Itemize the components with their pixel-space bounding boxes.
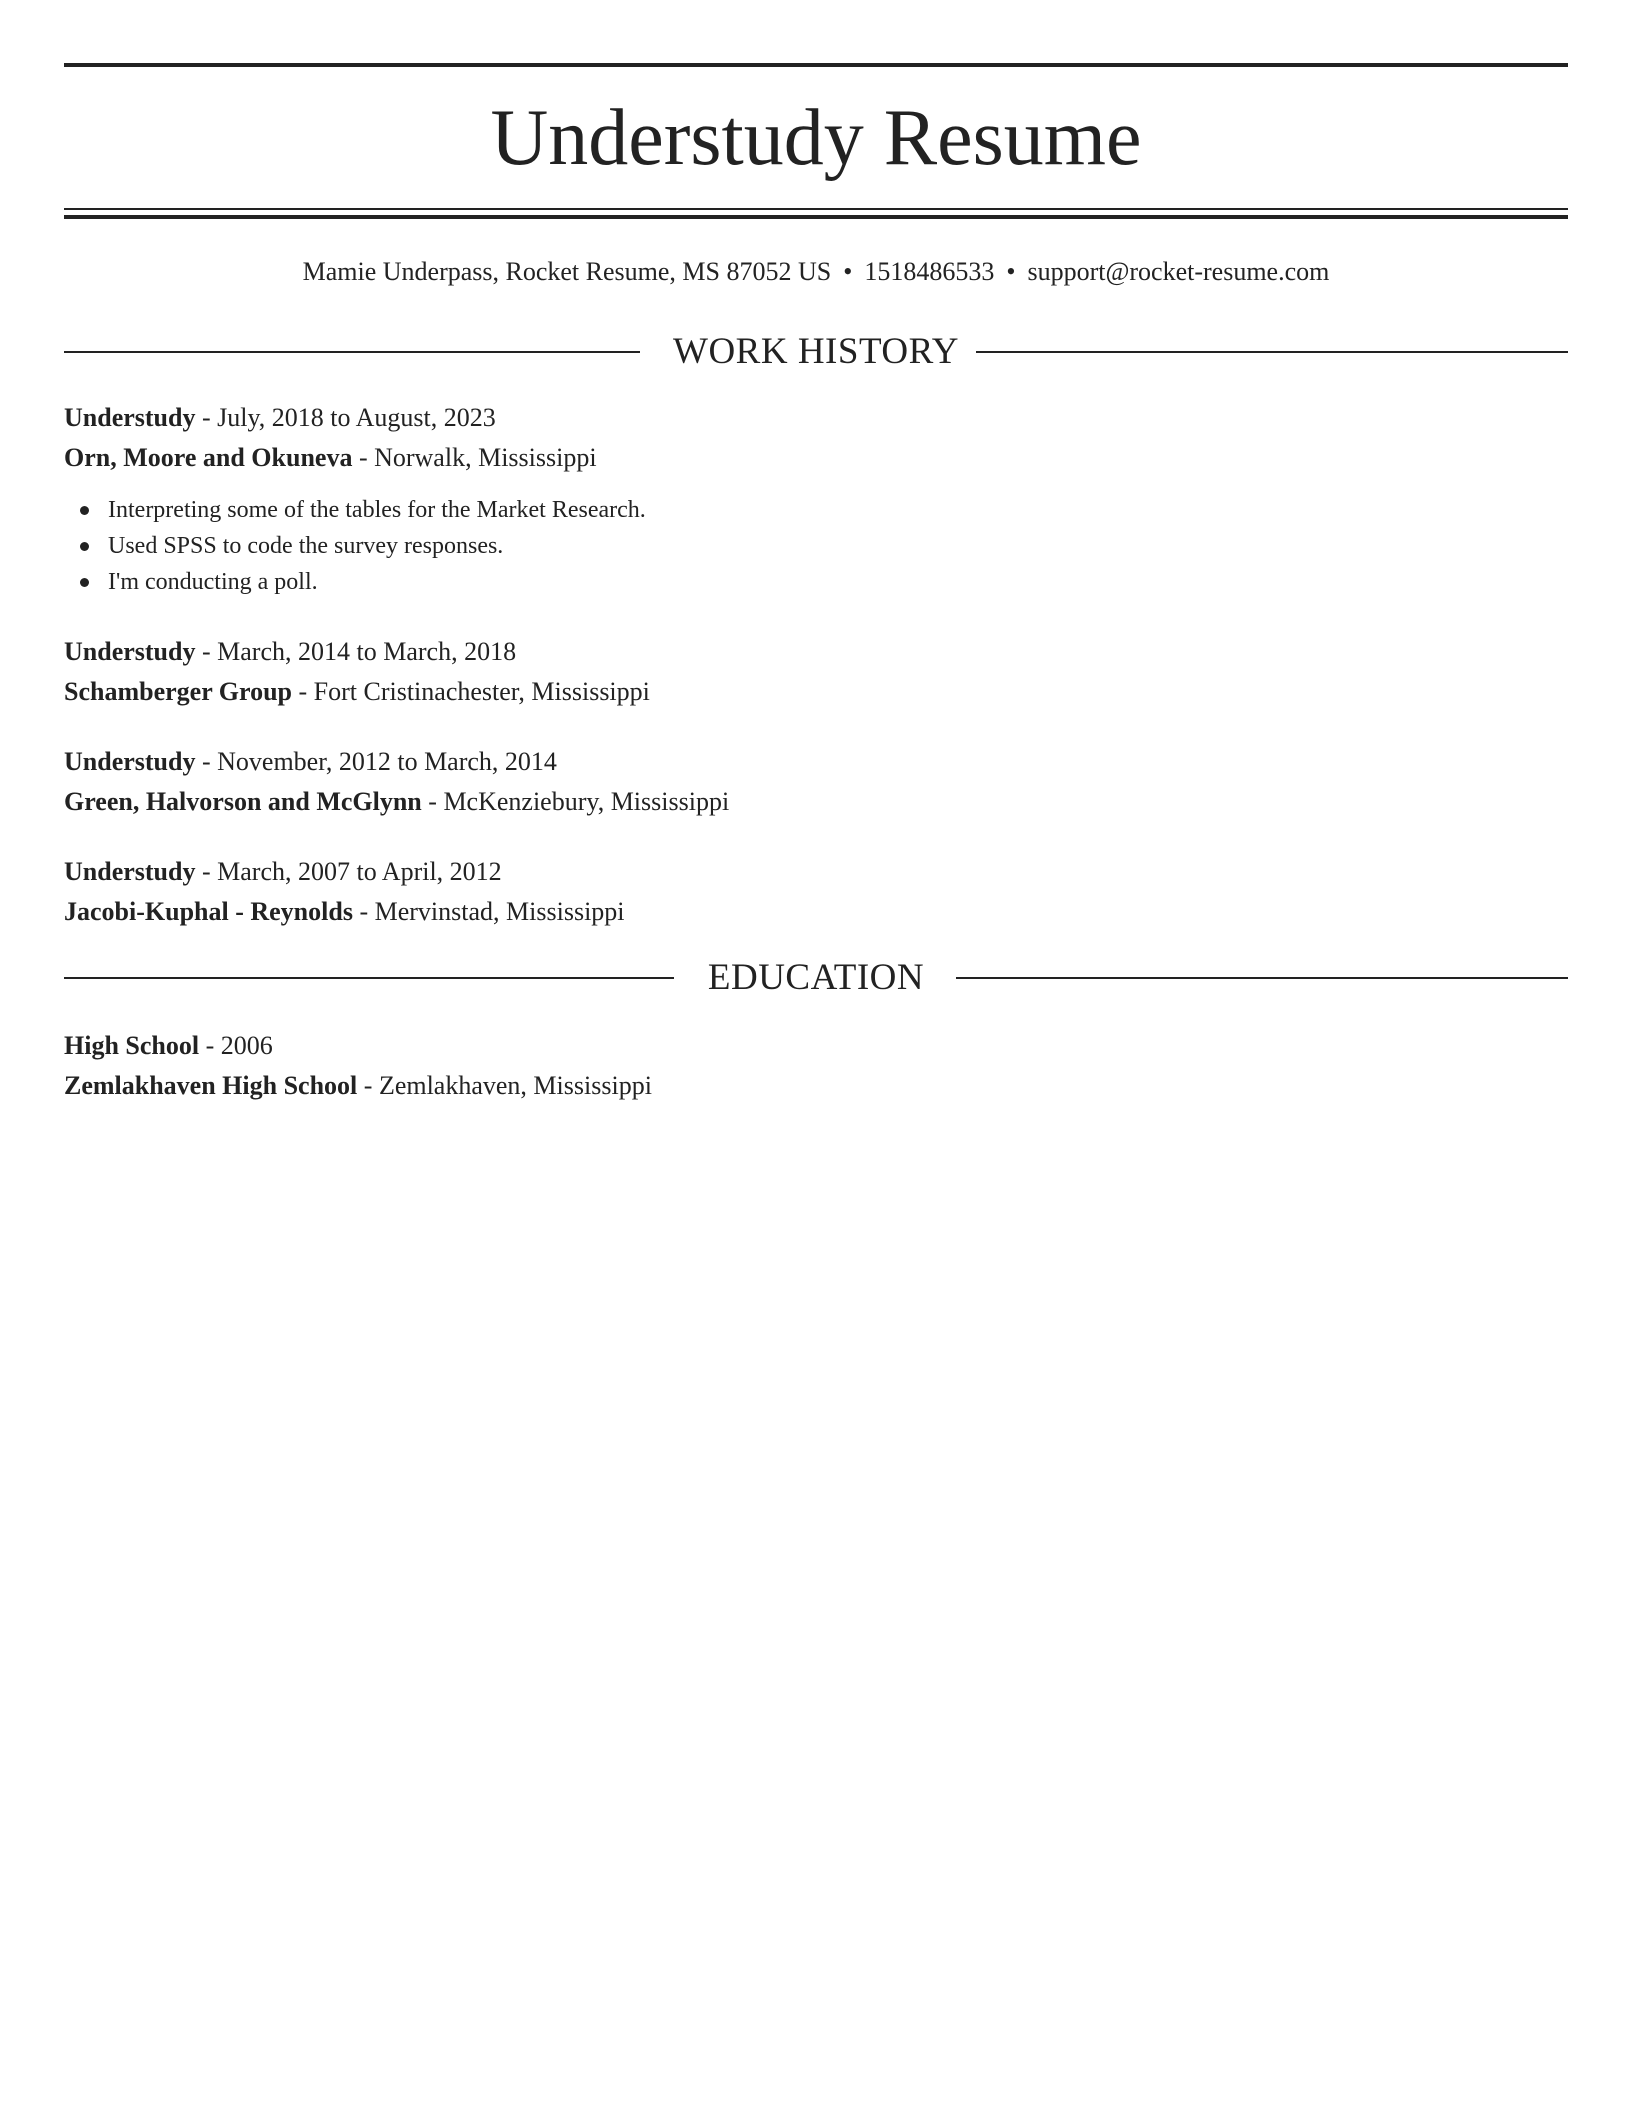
- work-history-heading: WORK HISTORY: [673, 331, 959, 372]
- education-heading: EDUCATION: [707, 957, 925, 998]
- job-role: Understudy: [64, 747, 196, 776]
- job-company: Green, Halvorson and McGlynn: [64, 787, 422, 816]
- job-company: Orn, Moore and Okuneva: [64, 443, 353, 472]
- job-location: - Mervinstad, Mississippi: [352, 897, 625, 926]
- education-location: - Zemlakhaven, Mississippi: [357, 1071, 652, 1100]
- job-title-line: [64, 398, 1568, 438]
- education-school: Zemlakhaven High School: [64, 1071, 358, 1100]
- bullet-icon: [80, 542, 89, 551]
- job-title-line: [64, 852, 1568, 892]
- bullet-icon: [80, 578, 89, 587]
- work-history-section-header: [64, 330, 1568, 374]
- job-company: Jacobi-Kuphal - Reynolds: [64, 897, 353, 926]
- job-dates: - March, 2007 to April, 2012: [195, 857, 502, 886]
- contact-phone: 1518486533: [864, 257, 995, 286]
- bullet-icon: [80, 506, 89, 515]
- job-role: Understudy: [64, 403, 196, 432]
- job-company-line: [64, 438, 1568, 478]
- bullet-text: I'm conducting a poll.: [108, 569, 318, 595]
- job-dates: - March, 2014 to March, 2018: [195, 637, 517, 666]
- education-degree-line: [64, 1026, 1568, 1066]
- bullet-text: Used SPSS to code the survey responses.: [108, 533, 504, 559]
- title-rule-thin: [64, 208, 1568, 210]
- top-rule: [64, 63, 1568, 67]
- bullet-text: Interpreting some of the tables for the Market Research.: [108, 497, 646, 523]
- title-rule-thick: [64, 215, 1568, 219]
- job-dates: - July, 2018 to August, 2023: [195, 403, 496, 432]
- job-location: - Fort Cristinachester, Mississippi: [291, 677, 650, 706]
- job-title-line: [64, 632, 1568, 672]
- education-year: - 2006: [199, 1031, 273, 1060]
- job-company: Schamberger Group: [64, 677, 292, 706]
- job-bullet: [64, 492, 1568, 528]
- job-location: - McKenziebury, Mississippi: [421, 787, 730, 816]
- contact-address: Mamie Underpass, Rocket Resume, MS 87052 US: [302, 257, 832, 286]
- job-bullet-list: [64, 492, 1568, 600]
- resume-title: Understudy Resume: [490, 94, 1142, 182]
- job-dates: - November, 2012 to March, 2014: [195, 747, 557, 776]
- job-bullet: [64, 528, 1568, 564]
- education-section-header: [64, 956, 1568, 1000]
- job-title-line: [64, 742, 1568, 782]
- job-location: - Norwalk, Mississippi: [352, 443, 597, 472]
- contact-separator: •: [843, 257, 853, 286]
- education-school-line: [64, 1066, 1568, 1106]
- job-company-line: [64, 672, 1568, 712]
- job-role: Understudy: [64, 857, 196, 886]
- job-company-line: [64, 782, 1568, 822]
- contact-line: [64, 252, 1568, 292]
- job-company-line: [64, 892, 1568, 932]
- job-bullet: [64, 564, 1568, 600]
- contact-email: support@rocket-resume.com: [1027, 257, 1330, 286]
- job-role: Understudy: [64, 637, 196, 666]
- education-degree: High School: [64, 1031, 200, 1060]
- contact-separator: •: [1006, 257, 1016, 286]
